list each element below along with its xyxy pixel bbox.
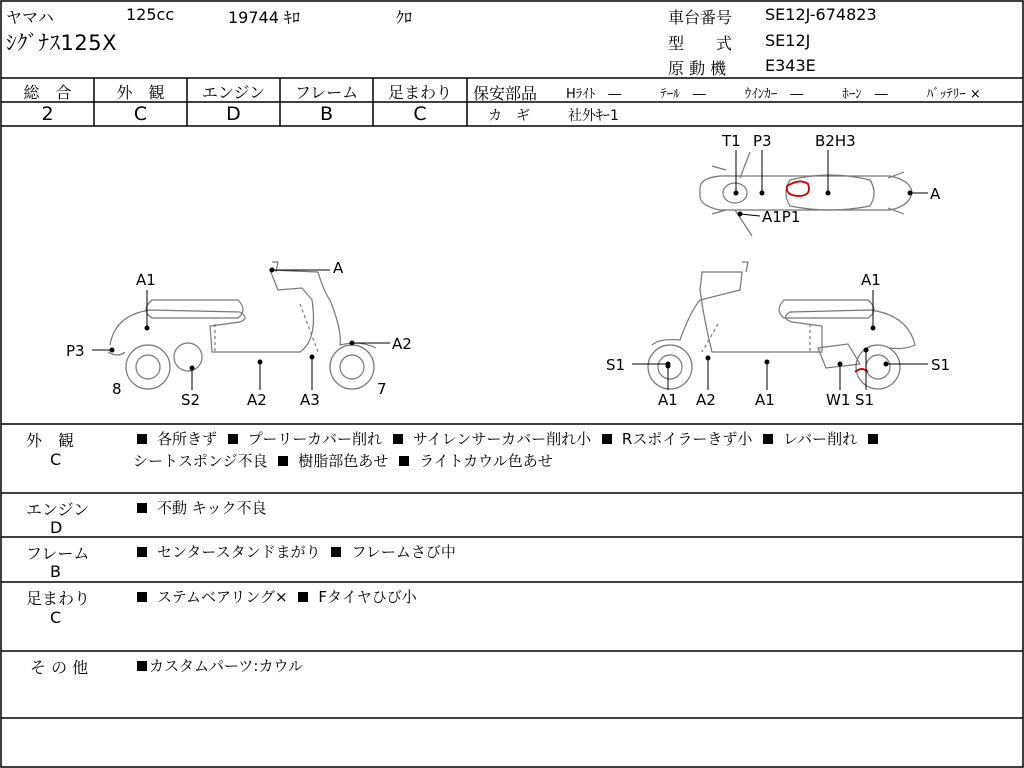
diagram-label: P3 (66, 342, 85, 360)
diagram-label: B2H3 (815, 132, 856, 150)
diagram-label: S1 (855, 391, 875, 409)
diagram-label: A2 (247, 391, 267, 409)
scooter-top-view (700, 152, 912, 236)
diagram-label: A2 (696, 391, 716, 409)
grade-exterior: C (133, 103, 148, 125)
notes-suspension-line: ステムベアリング× Fタイヤひび小 (137, 586, 417, 607)
diagram-label: 7 (377, 380, 387, 398)
key-value: 社外ｷｰ1 (568, 108, 619, 124)
notes-exterior-line2: シートスポンジ不良 樹脂部色あせ ライトカウル色あせ (133, 452, 553, 470)
type-label: 型 式 (668, 34, 733, 53)
diagram-label: A1 (658, 391, 678, 409)
mileage: 19744 ｷﾛ (228, 8, 300, 27)
diagram-label: A1 (755, 391, 775, 409)
diagram-label: S1 (931, 356, 951, 374)
grade-header-exterior: 外 観 (116, 83, 165, 102)
notes-section-other: そ の 他 (30, 658, 89, 677)
diagram-label: A (333, 259, 344, 277)
color: ｸﾛ (396, 8, 413, 27)
diagram-label: A1 (136, 271, 156, 289)
grade-header-engine: エンジン (201, 83, 266, 102)
key-label: カ ギ (488, 108, 530, 124)
notes-grade-frame: B (50, 562, 61, 581)
engine-value: E343E (765, 56, 816, 75)
diagram-label: S1 (606, 356, 626, 374)
safety-items: Hﾗｲﾄ ― ﾃｰﾙ ― ｳｲﾝｶｰ ― ﾎｰﾝ ― ﾊﾞｯﾃﾘｰ × (566, 87, 981, 102)
diagram-label: A2 (392, 335, 412, 353)
diagram-label: A3 (300, 391, 320, 409)
grade-engine: D (226, 103, 241, 125)
safety-label: 保安部品 (473, 84, 538, 103)
diagram-label: T1 (722, 132, 741, 150)
frame-no: SE12J-674823 (765, 5, 877, 24)
notes-grade-suspension: C (50, 608, 62, 627)
grade-header-overall: 総 合 (23, 83, 72, 102)
frame-no-label: 車台番号 (668, 8, 733, 27)
displacement: 125cc (126, 5, 175, 24)
model-name: ｼｸﾞﾅｽ125X (6, 31, 117, 55)
grade-overall: 2 (41, 103, 54, 125)
notes-grade-exterior: C (50, 450, 62, 469)
grade-suspension: C (413, 103, 427, 125)
diagram-label: S2 (181, 391, 201, 409)
diagram-label: W1 (826, 391, 851, 409)
notes-other-line: カスタムパーツ:カウル (137, 655, 303, 676)
diagram-label: 8 (112, 380, 122, 398)
maker: ヤマハ (6, 8, 54, 27)
notes-section-engine: エンジン (26, 500, 90, 519)
notes-grade-engine: D (50, 518, 63, 537)
notes-section-exterior: 外 観 (26, 431, 75, 450)
notes-engine-line: 不動 キック不良 (137, 497, 266, 518)
diagram-label: A1P1 (762, 208, 801, 226)
grade-header-frame: フレーム (294, 83, 359, 102)
engine-label: 原 動 機 (668, 59, 727, 78)
grade-frame: B (319, 103, 334, 125)
notes-section-frame: フレーム (26, 544, 90, 563)
diagram-label: A1 (861, 271, 881, 289)
grade-header-suspension: 足まわり (387, 83, 452, 102)
diagram-label: P3 (753, 132, 772, 150)
notes-frame-line: センタースタンドまがり フレームさび中 (137, 541, 456, 562)
type-value: SE12J (765, 31, 811, 50)
diagram-label: A (930, 185, 941, 203)
notes-exterior-line1: 各所きず プーリーカバー削れ サイレンサーカバー削れ小 Rスポイラーきず小 レバー削れ (137, 428, 1022, 449)
notes-section-suspension: 足まわり (26, 589, 91, 608)
